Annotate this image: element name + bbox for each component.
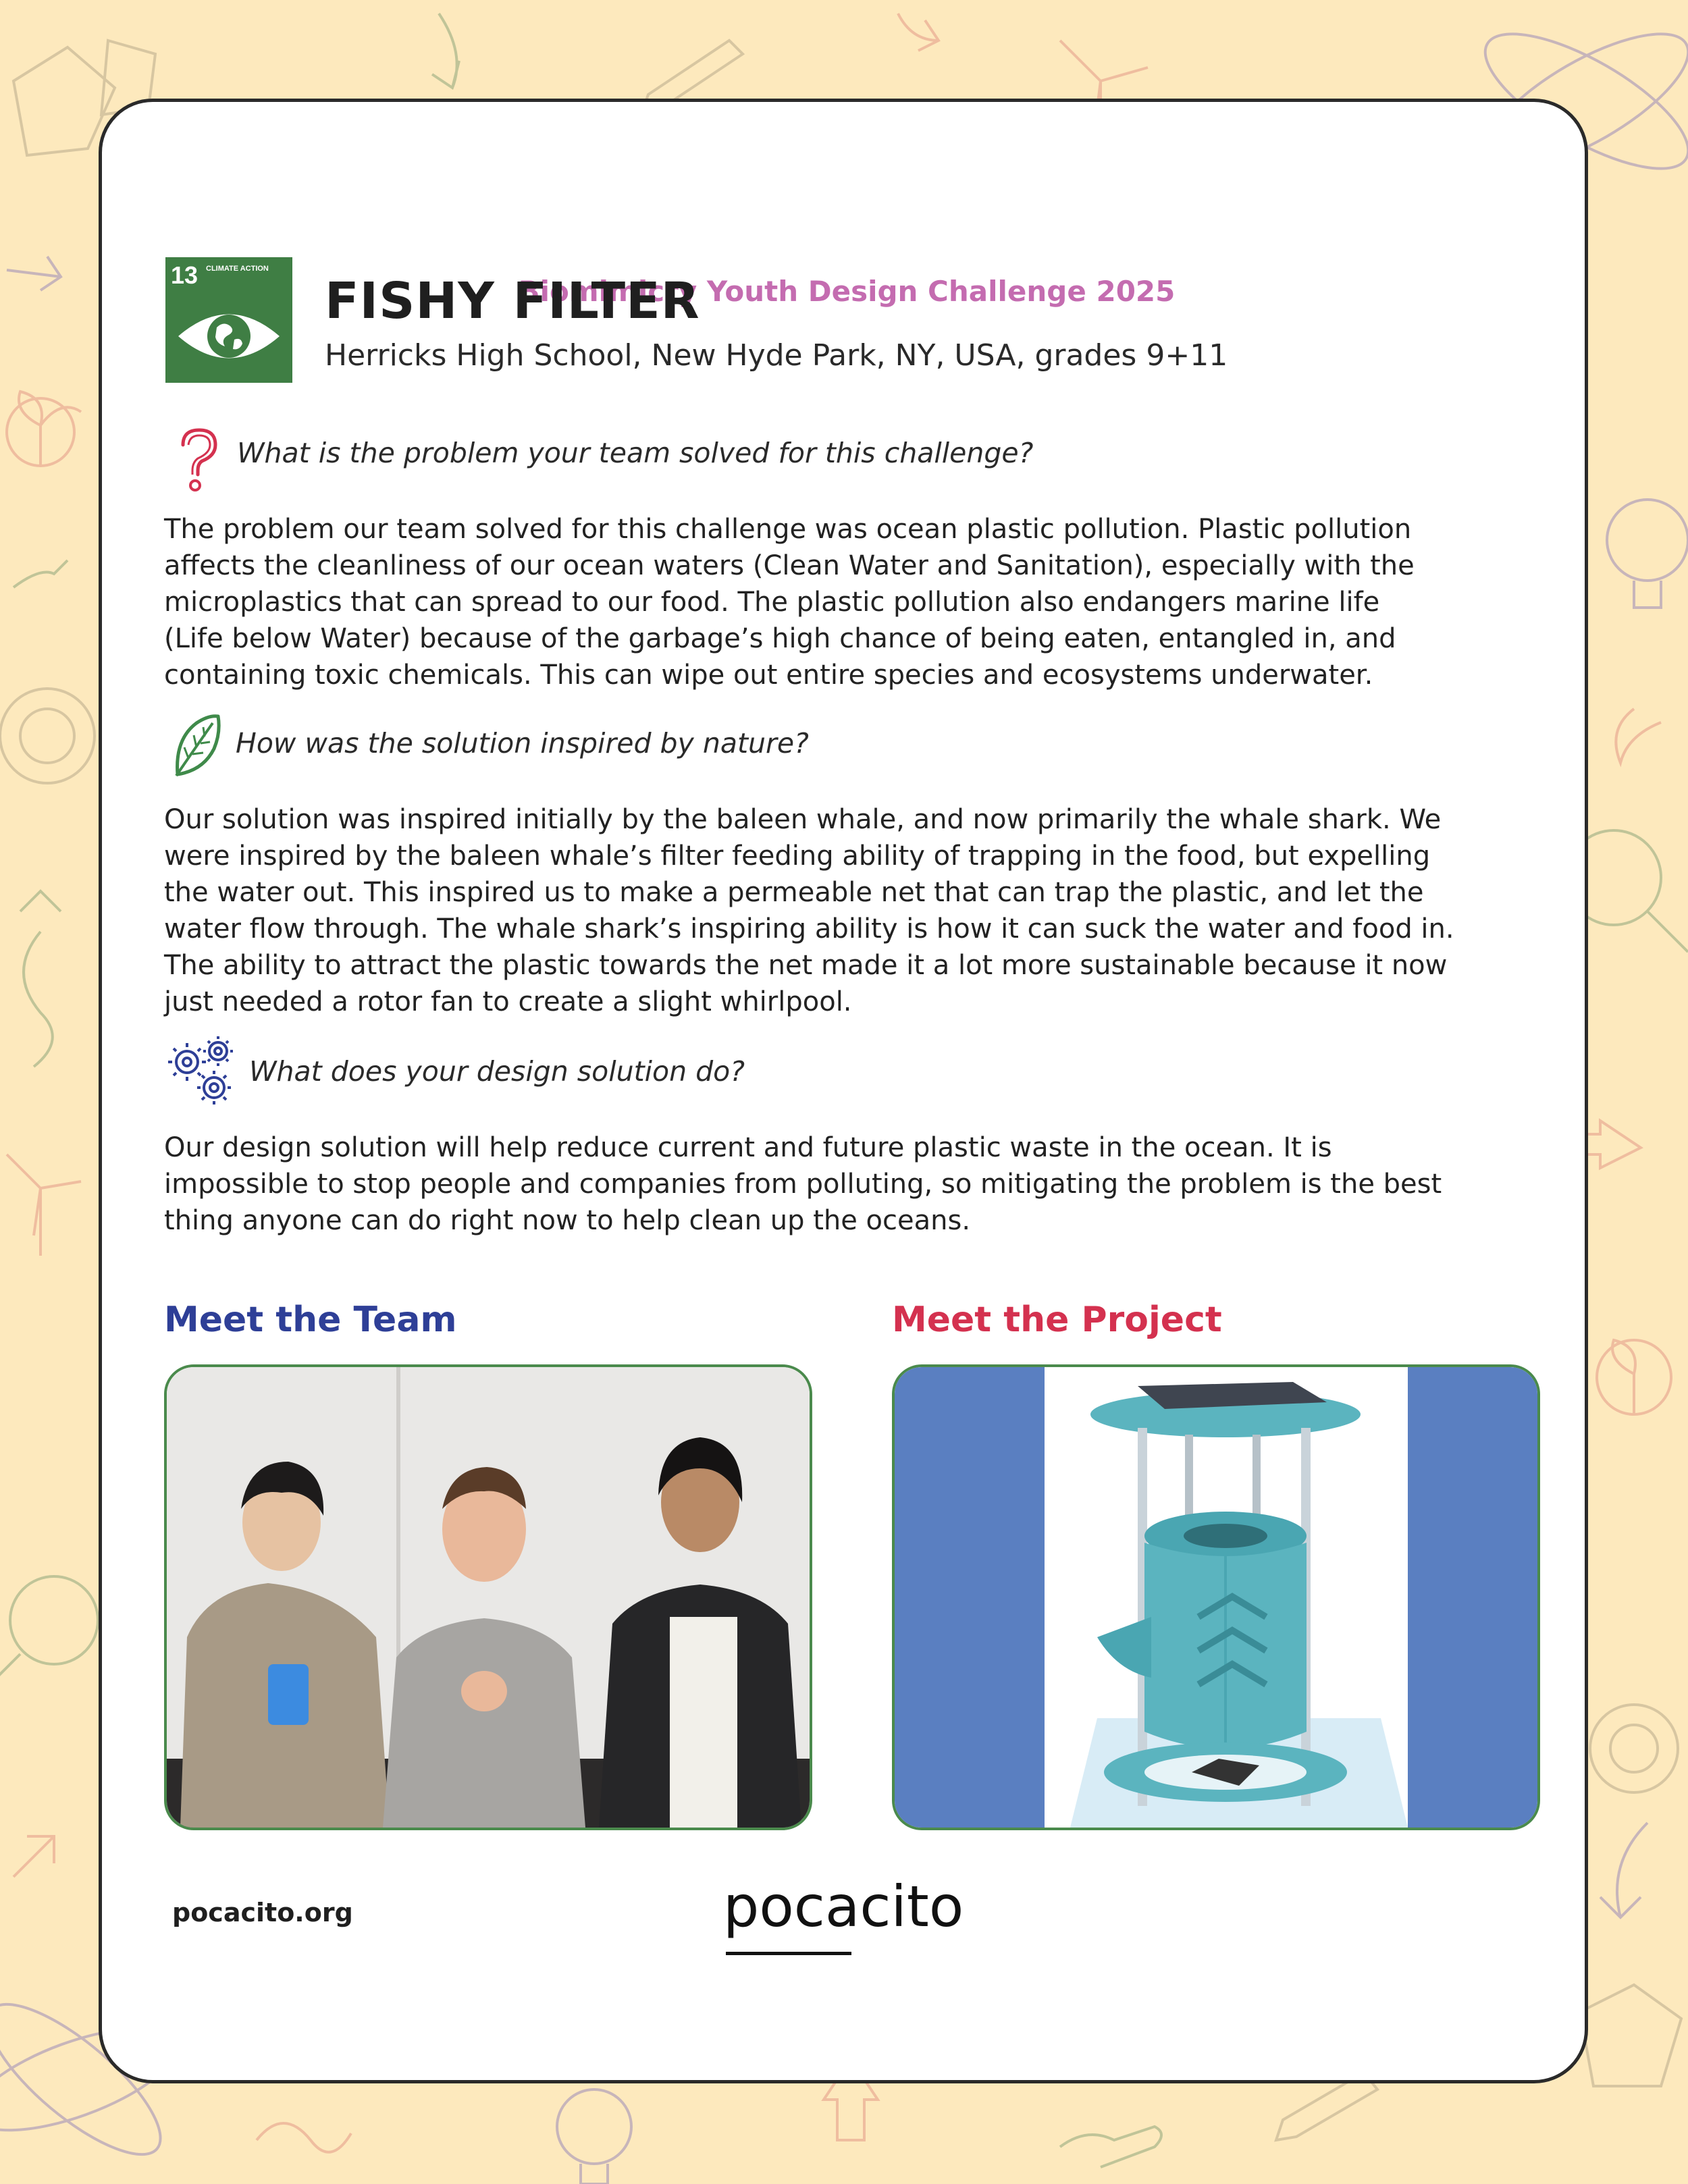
- sdg-13-badge: [165, 257, 292, 383]
- team-photo-image: [167, 1367, 810, 1828]
- hand-icon: [1060, 2127, 1161, 2167]
- question-nature: How was the solution inspired by nature?: [236, 727, 809, 760]
- text-line: water flow through. The whale shark’s inspiring ability is how it can suck the water and food in.: [164, 913, 1454, 944]
- team-photo: [164, 1364, 812, 1830]
- answer-problem: [164, 511, 1528, 693]
- question-solution: What does your design solution do?: [249, 1055, 745, 1088]
- website-link[interactable]: pocacito.org: [172, 1898, 353, 1927]
- text-line: the water out. This inspired us to make a permeable net that can trap the plastic, and let the: [164, 877, 1424, 908]
- challenge-banner: Biomimicry Youth Design Challenge 2025: [518, 275, 1176, 308]
- school-info: Herricks High School, New Hyde Park, NY, USA, grades 9+11: [325, 338, 1228, 373]
- meet-team-heading: Meet the Team: [164, 1300, 457, 1340]
- answer-solution: [164, 1129, 1528, 1239]
- question-problem: What is the problem your team solved for this challenge?: [237, 437, 1034, 469]
- project-title: FISHY FILTER: [325, 272, 700, 330]
- eye-globe-icon: [175, 299, 283, 373]
- sdg-label: CLIMATE ACTION: [206, 265, 269, 273]
- text-line: (Life below Water) because of the garbage’s high chance of being eaten, entangled in, and: [164, 623, 1396, 654]
- project-render-image: [895, 1367, 1537, 1828]
- text-line: impossible to stop people and companies from polluting, so mitigating the problem is the best: [164, 1169, 1442, 1200]
- text-line: Our solution was inspired initially by the baleen whale, and now primarily the whale shark. We: [164, 804, 1442, 835]
- text-line: containing toxic chemicals. This can wipe out entire species and ecosystems underwater.: [164, 660, 1373, 691]
- leaf-icon: [169, 712, 223, 780]
- text-line: The ability to attract the plastic towards the net made it a lot more sustainable because it now: [164, 950, 1448, 981]
- project-render: [892, 1364, 1540, 1830]
- text-line: thing anyone can do right now to help clean up the oceans.: [164, 1205, 971, 1236]
- pocacito-logo: pocacito: [723, 1873, 964, 1940]
- gears-icon: [167, 1035, 241, 1109]
- text-line: The problem our team solved for this challenge was ocean plastic pollution. Plastic pollution: [164, 514, 1412, 545]
- text-line: were inspired by the baleen whale’s filter feeding ability of trapping in the food, but expelling: [164, 841, 1431, 872]
- content-card: [99, 99, 1588, 2083]
- sdg-number: 13: [171, 261, 199, 289]
- text-line: Our design solution will help reduce current and future plastic waste in the ocean. It is: [164, 1132, 1332, 1163]
- text-line: microplastics that can spread to our food. The plastic pollution also endangers marine life: [164, 587, 1380, 618]
- meet-project-heading: Meet the Project: [892, 1300, 1222, 1340]
- question-mark-icon: [175, 426, 222, 494]
- text-line: affects the cleanliness of our ocean waters (Clean Water and Sanitation), especially with the: [164, 550, 1415, 581]
- logo-underline: [726, 1952, 851, 1955]
- text-line: just needed a rotor fan to create a slight whirlpool.: [164, 986, 852, 1017]
- answer-nature: [164, 801, 1528, 1020]
